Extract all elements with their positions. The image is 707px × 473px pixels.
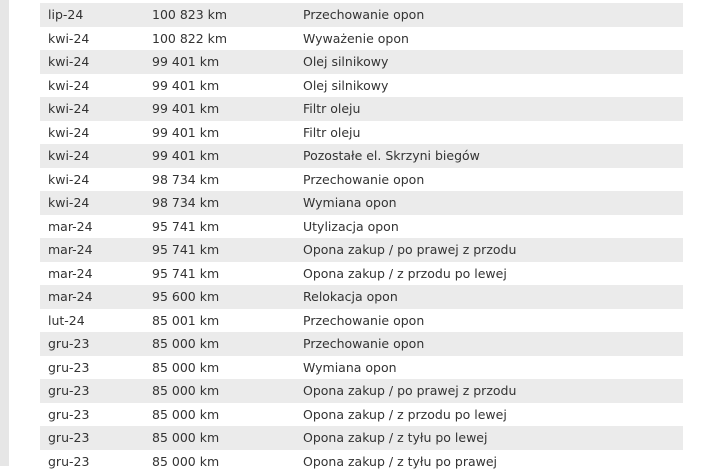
- table-row: [40, 403, 683, 427]
- date-cell: kwi-24: [40, 172, 152, 187]
- mileage-cell: 99 401 km: [152, 125, 303, 140]
- table-row: [40, 97, 683, 121]
- date-cell: lut-24: [40, 313, 152, 328]
- description-cell: Opona zakup / z tyłu po prawej: [303, 454, 683, 469]
- mileage-cell: 95 741 km: [152, 219, 303, 234]
- mileage-cell: 95 741 km: [152, 266, 303, 281]
- date-cell: gru-23: [40, 407, 152, 422]
- date-cell: kwi-24: [40, 125, 152, 140]
- date-cell: mar-24: [40, 289, 152, 304]
- table-row: [40, 238, 683, 262]
- date-cell: gru-23: [40, 360, 152, 375]
- date-cell: mar-24: [40, 266, 152, 281]
- date-cell: gru-23: [40, 336, 152, 351]
- table-row: [40, 50, 683, 74]
- description-cell: Wymiana opon: [303, 195, 683, 210]
- description-cell: Pozostałe el. Skrzyni biegów: [303, 148, 683, 163]
- mileage-cell: 85 000 km: [152, 430, 303, 445]
- table-row: [40, 168, 683, 192]
- description-cell: Opona zakup / z przodu po lewej: [303, 407, 683, 422]
- mileage-cell: 100 822 km: [152, 31, 303, 46]
- table-row: [40, 144, 683, 168]
- description-cell: Opona zakup / z tyłu po lewej: [303, 430, 683, 445]
- description-cell: Wymiana opon: [303, 360, 683, 375]
- mileage-cell: 95 600 km: [152, 289, 303, 304]
- mileage-cell: 85 000 km: [152, 383, 303, 398]
- mileage-cell: 95 741 km: [152, 242, 303, 257]
- description-cell: Relokacja opon: [303, 289, 683, 304]
- description-cell: Olej silnikowy: [303, 54, 683, 69]
- date-cell: lip-24: [40, 7, 152, 22]
- table-row: [40, 262, 683, 286]
- description-cell: Opona zakup / po prawej z przodu: [303, 383, 683, 398]
- description-cell: Przechowanie opon: [303, 172, 683, 187]
- description-cell: Przechowanie opon: [303, 313, 683, 328]
- mileage-cell: 99 401 km: [152, 101, 303, 116]
- mileage-cell: 85 000 km: [152, 360, 303, 375]
- mileage-cell: 85 000 km: [152, 336, 303, 351]
- description-cell: Utylizacja opon: [303, 219, 683, 234]
- date-cell: gru-23: [40, 430, 152, 445]
- table-row: [40, 285, 683, 309]
- description-cell: Przechowanie opon: [303, 336, 683, 351]
- left-sidebar-strip: [0, 0, 9, 466]
- date-cell: mar-24: [40, 242, 152, 257]
- table-row: [40, 309, 683, 333]
- mileage-cell: 99 401 km: [152, 148, 303, 163]
- mileage-cell: 85 000 km: [152, 454, 303, 469]
- table-row: [40, 3, 683, 27]
- table-row: [40, 215, 683, 239]
- date-cell: kwi-24: [40, 195, 152, 210]
- date-cell: kwi-24: [40, 31, 152, 46]
- date-cell: kwi-24: [40, 78, 152, 93]
- mileage-cell: 98 734 km: [152, 195, 303, 210]
- date-cell: kwi-24: [40, 101, 152, 116]
- date-cell: kwi-24: [40, 148, 152, 163]
- table-row: [40, 450, 683, 473]
- mileage-cell: 85 000 km: [152, 407, 303, 422]
- description-cell: Wyważenie opon: [303, 31, 683, 46]
- table-row: [40, 356, 683, 380]
- date-cell: mar-24: [40, 219, 152, 234]
- mileage-cell: 99 401 km: [152, 54, 303, 69]
- table-row: [40, 191, 683, 215]
- description-cell: Przechowanie opon: [303, 7, 683, 22]
- table-row: [40, 121, 683, 145]
- date-cell: kwi-24: [40, 54, 152, 69]
- table-row: [40, 27, 683, 51]
- table-row: [40, 74, 683, 98]
- description-cell: Opona zakup / po prawej z przodu: [303, 242, 683, 257]
- mileage-cell: 85 001 km: [152, 313, 303, 328]
- table-row: [40, 332, 683, 356]
- date-cell: gru-23: [40, 383, 152, 398]
- mileage-cell: 98 734 km: [152, 172, 303, 187]
- mileage-cell: 100 823 km: [152, 7, 303, 22]
- mileage-cell: 99 401 km: [152, 78, 303, 93]
- table-row: [40, 379, 683, 403]
- description-cell: Filtr oleju: [303, 101, 683, 116]
- service-history-table: [40, 3, 683, 473]
- date-cell: gru-23: [40, 454, 152, 469]
- table-row: [40, 426, 683, 450]
- description-cell: Filtr oleju: [303, 125, 683, 140]
- description-cell: Olej silnikowy: [303, 78, 683, 93]
- description-cell: Opona zakup / z przodu po lewej: [303, 266, 683, 281]
